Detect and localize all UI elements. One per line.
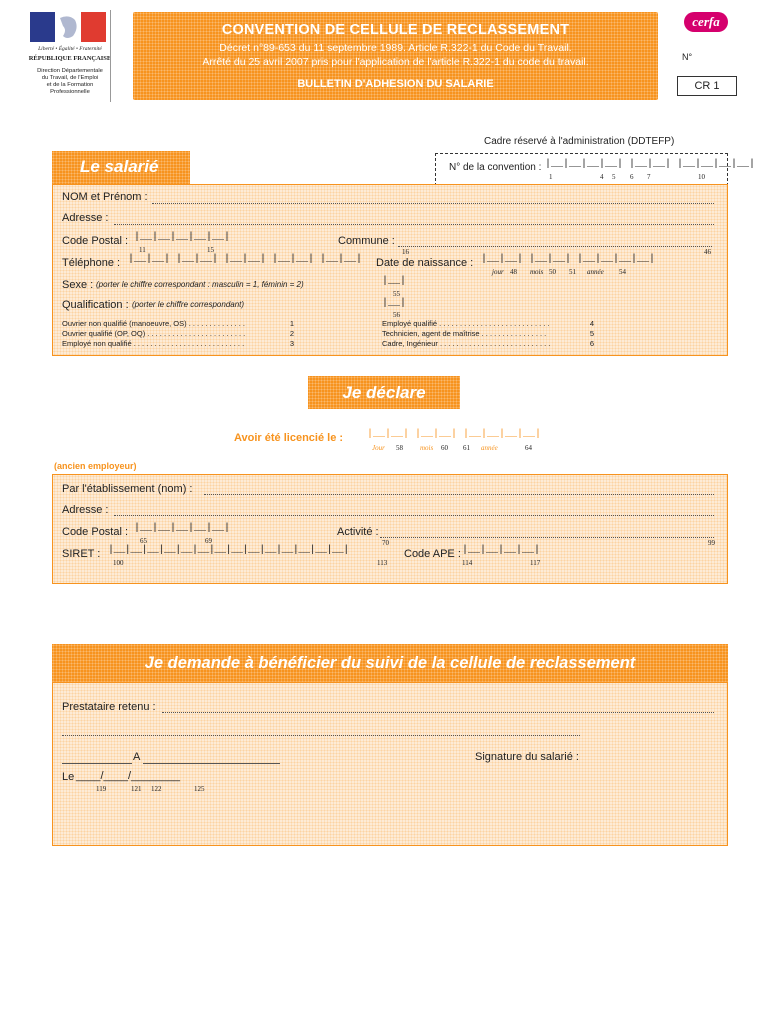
dob-label: Date de naissance : bbox=[376, 257, 474, 269]
adresse-label: Adresse : bbox=[62, 212, 109, 224]
qualif-option: Employé non qualifié . . . . . . . . . . . . . . . . . . . . . . . . . . . 3 bbox=[62, 339, 294, 348]
activite-label: Activité : bbox=[337, 526, 379, 538]
qualification-hint: (porter le chiffre correspondant) bbox=[132, 300, 245, 309]
le-label: Le bbox=[62, 771, 75, 783]
licencie-label: Avoir été licencié le : bbox=[234, 432, 344, 444]
declare-tab bbox=[308, 376, 460, 409]
siret-field[interactable]: |__|__|__|__|__|__|__|__|__|__|__|__|__|__| bbox=[108, 545, 349, 556]
cp-field[interactable]: |__|__|__|__|__| bbox=[134, 232, 231, 243]
employeur-cp-label: Code Postal : bbox=[62, 526, 129, 538]
qualif-option: Cadre, Ingénieur . . . . . . . . . . . . . . . . . . . . . . . . . . . 6 bbox=[382, 339, 594, 348]
date-field[interactable]: ____/____/________ bbox=[76, 770, 180, 782]
commune-field[interactable] bbox=[398, 246, 712, 247]
sexe-field[interactable]: |__| bbox=[382, 276, 407, 287]
commune-label: Commune : bbox=[338, 235, 395, 247]
employeur-adresse-label: Adresse : bbox=[62, 504, 109, 516]
decree-line-1: Décret n°89-653 du 11 septembre 1989. Article R.322-1 du Code du Travail. bbox=[219, 42, 572, 54]
cp-label: Code Postal : bbox=[62, 235, 129, 247]
republic-motto: Liberté • Égalité • Fraternité bbox=[38, 46, 102, 52]
employeur-adresse-field[interactable] bbox=[114, 515, 714, 516]
cerfa-logo: cerfa bbox=[684, 12, 728, 32]
admin-title: Cadre réservé à l'administration (DDTEFP) bbox=[484, 136, 675, 147]
demande-title: Je demande à bénéficier du suivi de la cellule de reclassement bbox=[144, 654, 636, 672]
etablissement-label: Par l'établissement (nom) : bbox=[62, 483, 193, 495]
prestataire-label: Prestataire retenu : bbox=[62, 701, 156, 713]
telephone-field[interactable]: |__|__| |__|__| |__|__| |__|__| |__|__| bbox=[128, 254, 363, 265]
decree-line-2: Arrêté du 25 avril 2007 pris pour l'application de l'article R.322-1 du code du travail. bbox=[202, 56, 589, 68]
siret-label: SIRET : bbox=[62, 548, 101, 560]
qualif-list-right bbox=[382, 319, 594, 349]
nom-field[interactable] bbox=[152, 203, 714, 204]
title-banner bbox=[133, 12, 658, 100]
sexe-hint: (porter le chiffre correspondant : masculin = 1, féminin = 2) bbox=[96, 280, 304, 289]
form-code-box: CR 1 bbox=[677, 76, 737, 96]
ancien-employeur-label: (ancien employeur) bbox=[54, 461, 137, 471]
flag-icon bbox=[30, 12, 106, 42]
employeur-cp-field[interactable]: |__|__|__|__|__| bbox=[134, 523, 231, 534]
qualification-label: Qualification : bbox=[62, 299, 129, 311]
activite-field[interactable] bbox=[380, 537, 714, 538]
qualif-list-left bbox=[62, 319, 294, 349]
a-label: A bbox=[133, 751, 141, 763]
qualif-option: Ouvrier non qualifié (manoeuvre, OS) . . . . . . . . . . . . . . 1 bbox=[62, 319, 294, 328]
convention-label: N° de la convention : bbox=[449, 162, 542, 173]
telephone-label: Téléphone : bbox=[62, 257, 121, 269]
sexe-label: Sexe : bbox=[62, 279, 94, 291]
demande-banner bbox=[52, 644, 728, 682]
ape-label: Code APE : bbox=[404, 548, 461, 560]
salarie-title: Le salarié bbox=[80, 157, 159, 176]
prestataire-field-2[interactable] bbox=[62, 735, 580, 736]
header-divider bbox=[110, 10, 111, 102]
number-label: N° bbox=[682, 52, 693, 62]
qualif-option: Employé qualifié . . . . . . . . . . . . . . . . . . . . . . . . . . . 4 bbox=[382, 319, 594, 328]
dob-field[interactable]: |__|__| |__|__| |__|__|__|__| bbox=[481, 254, 656, 265]
form-subtitle: BULLETIN D'ADHESION DU SALARIE bbox=[297, 78, 494, 90]
marianne-logo bbox=[28, 8, 112, 108]
lieu-field[interactable] bbox=[143, 763, 280, 764]
qualif-option: Ouvrier qualifié (OP, OQ) . . . . . . . . . . . . . . . . . . . . . . . . 2 bbox=[62, 329, 294, 338]
lieu-prefix-field[interactable] bbox=[62, 763, 132, 764]
signature-label: Signature du salarié : bbox=[475, 751, 579, 763]
qualification-field[interactable]: |__| bbox=[382, 298, 407, 309]
qualif-option: Technicien, agent de maîtrise . . . . . . . . . . . . . . . . 5 bbox=[382, 329, 594, 338]
republic-name: RÉPUBLIQUE FRANÇAISE bbox=[28, 55, 112, 62]
adresse-field[interactable] bbox=[114, 224, 714, 225]
ape-field[interactable]: |__|__|__|__| bbox=[462, 545, 541, 556]
direction-text: Direction Départementale du Travail, de l'Emploi et de la Formation Professionnelle bbox=[37, 68, 103, 95]
declare-title: Je déclare bbox=[342, 383, 426, 402]
form-title: CONVENTION DE CELLULE DE RECLASSEMENT bbox=[221, 22, 570, 38]
prestataire-field[interactable] bbox=[162, 712, 714, 713]
licencie-field[interactable]: |__|__| |__|__| |__|__|__|__| bbox=[367, 429, 542, 440]
nom-label: NOM et Prénom : bbox=[62, 191, 148, 203]
etablissement-field[interactable] bbox=[204, 494, 714, 495]
convention-field[interactable]: |__|__|__|__| |__|__| |__|__|__|__| bbox=[545, 159, 756, 170]
